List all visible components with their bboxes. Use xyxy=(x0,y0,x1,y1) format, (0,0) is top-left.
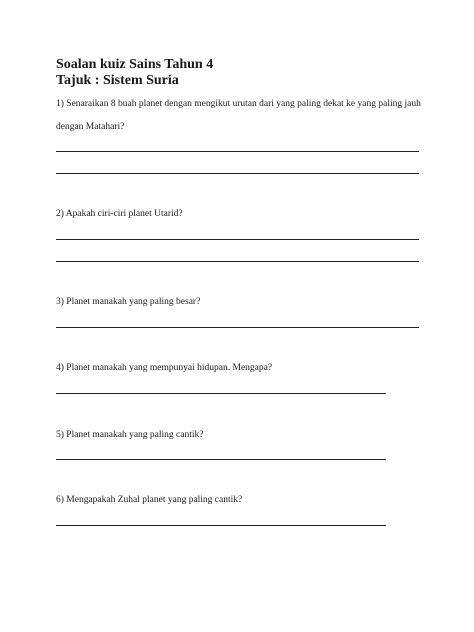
question-3-text: 3) Planet manakah yang paling besar? xyxy=(56,297,201,307)
question-1-text: 1) Senaraikan 8 buah planet dengan mengikut urutan dari yang paling dekat ke yang paling jauh xyxy=(56,99,421,109)
question-5-text: 5) Planet manakah yang paling cantik? xyxy=(56,430,204,440)
answer-line-1b[interactable] xyxy=(56,173,419,174)
question-4-text: 4) Planet manakah yang mempunyai hidupan. Mengapa? xyxy=(56,363,273,373)
answer-line-1a[interactable] xyxy=(56,151,419,152)
worksheet-title: Soalan kuiz Sains Tahun 4 xyxy=(56,57,214,72)
answer-line-2b[interactable] xyxy=(56,261,419,262)
answer-line-4[interactable] xyxy=(56,393,386,394)
answer-line-6[interactable] xyxy=(56,525,386,526)
question-1-text-continued: dengan Matahari? xyxy=(56,122,125,132)
worksheet-topic: Tajuk : Sistem Suria xyxy=(56,73,179,88)
answer-line-3[interactable] xyxy=(56,327,419,328)
question-6-text: 6) Mengapakah Zuhal planet yang paling cantik? xyxy=(56,495,243,505)
question-2-text: 2) Apakah ciri-ciri planet Utarid? xyxy=(56,209,183,219)
answer-line-5[interactable] xyxy=(56,459,386,460)
answer-line-2a[interactable] xyxy=(56,239,419,240)
